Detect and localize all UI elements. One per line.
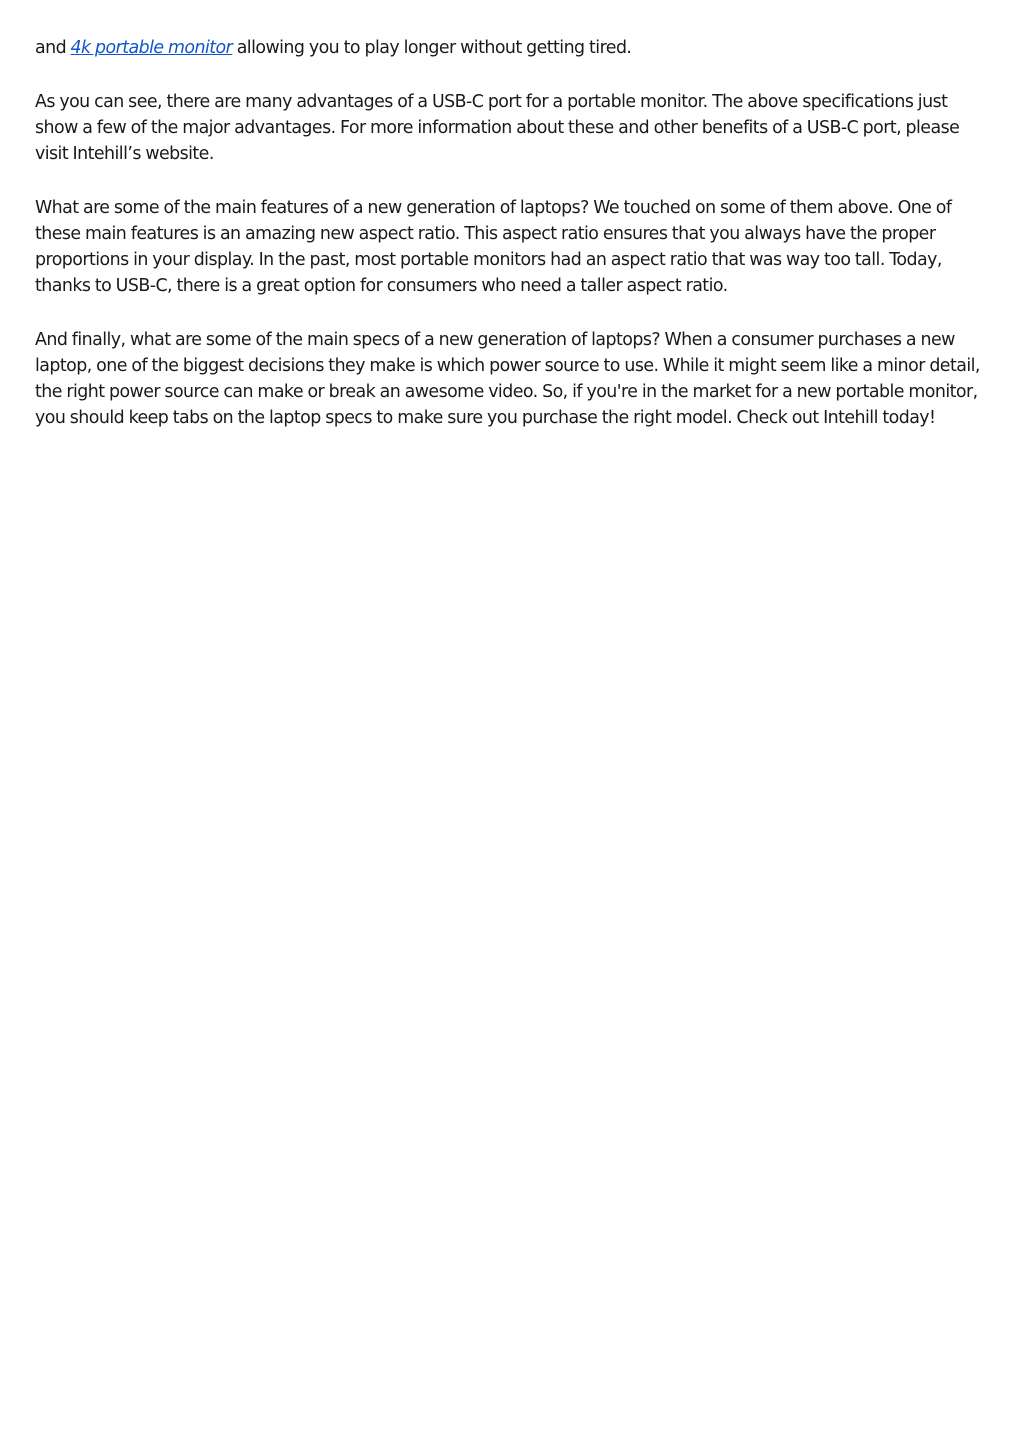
intro-suffix-text: allowing you to play longer without getting tired. xyxy=(232,38,632,58)
paragraph-usb-c-advantages: As you can see, there are many advantages of a USB-C port for a portable monitor. The above specifications just show a few of the major advantages. For more information about these and other benefits of a USB-C port, please visit Intehill’s website. xyxy=(35,92,960,164)
paragraph-laptop-specs: And finally, what are some of the main specs of a new generation of laptops? When a consumer purchases a new laptop, one of the biggest decisions they make is which power source to use. While it might seem like a minor detail, the right power source can make or break an awesome video. So, if you're in the market for a new portable monitor, you should keep tabs on the laptop specs to make sure you purchase the right model. Check out Intehill today! xyxy=(35,330,980,428)
paragraph-laptop-features: What are some of the main features of a new generation of laptops? We touched on some of them above. One of these main features is an amazing new aspect ratio. This aspect ratio ensures that you always have the proper proportions in your display. In the past, most portable monitors had an aspect ratio that was way too tall. Today, thanks to USB-C, there is a great option for consumers who need a taller aspect ratio. xyxy=(35,198,952,296)
4k-portable-monitor-link[interactable]: 4k portable monitor xyxy=(70,38,233,58)
paragraph-intro xyxy=(35,35,989,61)
intro-prefix-text: and xyxy=(35,38,71,58)
